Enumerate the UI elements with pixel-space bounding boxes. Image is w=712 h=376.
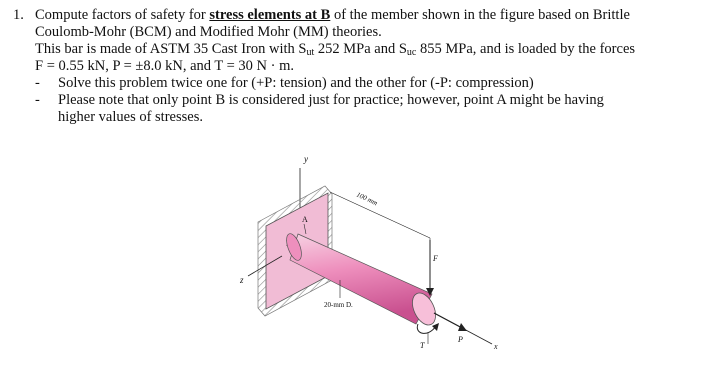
problem-line-2: Coulomb-Mohr (BCM) and Modified Mohr (MM) theories. <box>35 24 382 40</box>
force-p-label: P <box>458 335 463 344</box>
problem-line-1 <box>35 7 630 24</box>
problem-line-3-mid: 252 MPa and S <box>314 41 407 57</box>
problem-line-4: F = 0.55 kN, P = ±8.0 kN, and T = 30 N · m. <box>35 58 294 74</box>
sut-subscript: ut <box>306 47 315 58</box>
torque-t-label: T <box>420 341 425 350</box>
length-dimension-line <box>330 192 430 238</box>
problem-line-1-start: Compute factors of safety for <box>35 7 210 23</box>
force-f-label: F <box>433 254 438 263</box>
torque-t-arrow <box>417 324 436 333</box>
problem-line-3-end: 855 MPa, and is loaded by the forces <box>416 41 636 57</box>
bullet-2-continuation: higher values of stresses. <box>58 109 203 125</box>
y-axis-label: y <box>304 154 308 164</box>
diameter-label: 20-mm D. <box>324 301 353 309</box>
z-axis-label: z <box>240 275 244 285</box>
problem-line-1-end: of the member shown in the figure based on Brittle <box>330 7 630 23</box>
problem-line-3-start: This bar is made of ASTM 35 Cast Iron with S <box>35 41 307 57</box>
length-dimension-label: 100 mm <box>355 190 379 208</box>
bullet-mark-2: - <box>35 92 40 108</box>
point-a-label: A <box>302 215 308 224</box>
stress-elements-emphasis: stress elements at B <box>209 7 331 23</box>
bullet-mark-1: - <box>35 75 40 91</box>
bullet-2-text: Please note that only point B is considered just for practice; however, point A might be having <box>58 92 604 108</box>
member-figure <box>220 148 510 370</box>
suc-subscript: uc <box>406 47 417 58</box>
bullet-1-text: Solve this problem twice one for (+P: tension) and the other for (-P: compression) <box>58 75 534 91</box>
x-axis-label: x <box>494 342 498 351</box>
problem-number: 1. <box>13 7 24 23</box>
force-p-arrow <box>434 313 464 329</box>
